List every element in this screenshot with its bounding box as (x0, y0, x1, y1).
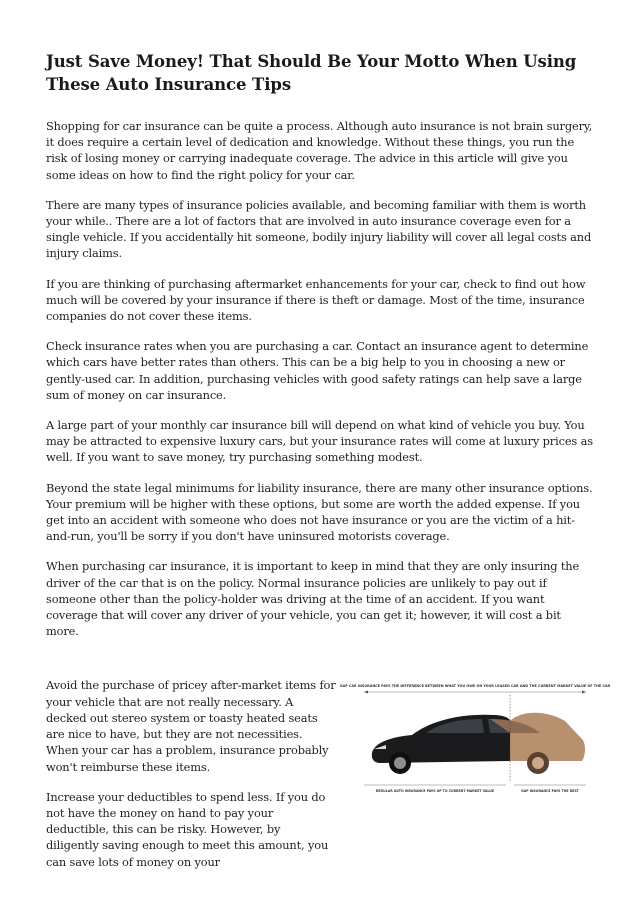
figure-label-right: GAP INSURANCE PAYS THE REST (521, 789, 579, 794)
section-spacer (46, 653, 594, 677)
arrow-head-right (582, 691, 586, 694)
paragraph: Avoid the purchase of pricey after-market items for your vehicle that are not really necessary. A decked out stereo system or toasty heated seats are nice to have, but they are not necessities. When your car has a problem, insurance probably won't reimburse these items. (46, 678, 336, 774)
paragraph: Increase your deductibles to spend less. If you do not have the money on hand to pay your deductible, this can be risky. However, by diligently saving enough to meet this amount, you can save lots of money on your (46, 789, 329, 869)
paragraph: A large part of your monthly car insurance bill will depend on what kind of vehicle you buy. You may be attracted to expensive luxury cars, but your insurance rates will come at luxury prices as well. If you want to save money, try purchasing something modest. (46, 418, 593, 465)
paragraph: Beyond the state legal minimums for liability insurance, there are many other insurance options. Your premium will be higher with these options, but some are worth the added expense. If you get into an accident with someone who does not have insurance or you are the victim of a hit-and-run, you'll be sorry if you don't have uninsured motorists coverage. (46, 480, 593, 544)
document-page (46, 50, 611, 884)
figure-label-left: REGULAR AUTO INSURANCE PAYS UP TO CURRENT MARKET VALUE (375, 789, 495, 794)
paragraph: If you are thinking of purchasing aftermarket enhancements for your car, check to find out how much will be covered by your insurance if there is theft or damage. Most of the time, insurance companies do not cover these items. (46, 276, 586, 324)
gap-insurance-figure (339, 681, 611, 797)
paragraph: When purchasing car insurance, it is important to keep in mind that they are only insuring the driver of the car that is on the policy. Normal insurance policies are unlikely to pay out if someone other than the policy-holder was driving at the time of an accident. If you want coverage that will cover any driver of your vehicle, you can get it; however, it will cost a bit more. (46, 559, 580, 639)
arrow-head-left (364, 691, 368, 694)
paragraph: Check insurance rates when you are purchasing a car. Contact an insurance agent to determine which cars have better rates than others. This can be a big help to you in choosing a new or gently-used car. In addition, purchasing vehicles with good safety ratings can help save a large sum of money on car insurance. (46, 339, 589, 402)
car-illustration (372, 695, 585, 781)
two-column-section (46, 677, 611, 883)
gap-insurance-illustration (339, 681, 611, 797)
car-rear-tan (510, 713, 585, 761)
document-title: Just Save Money! That Should Be Your Motto When Using These Auto Insurance Tips (46, 52, 577, 94)
paragraph: There are many types of insurance policies available, and becoming familiar with them is worth your while.. There are a lot of factors that are involved in auto insurance coverage even for a single vehicle. If you accidentally hit someone, bodily injury liability will cover all legal costs and injury claims. (46, 197, 592, 261)
paragraph: Shopping for car insurance can be quite a process. Although auto insurance is not brain surgery, it does require a certain level of dedication and knowledge. Without these things, you run the risk of losing money or carrying inadequate coverage. The advice in this article will give you some ideas on how to find the right policy for your car. (46, 119, 593, 182)
left-column (46, 677, 336, 883)
rim-rear (532, 757, 544, 769)
rim-front (394, 757, 406, 769)
figure-caption-top: GAP CAR INSURANCE PAYS THE DIFFERENCE BETWEEN WHAT YOU OWE ON YOUR LEASED CAR AND THE CURRENT MARKET VALUE OF THE CAR (339, 684, 611, 689)
